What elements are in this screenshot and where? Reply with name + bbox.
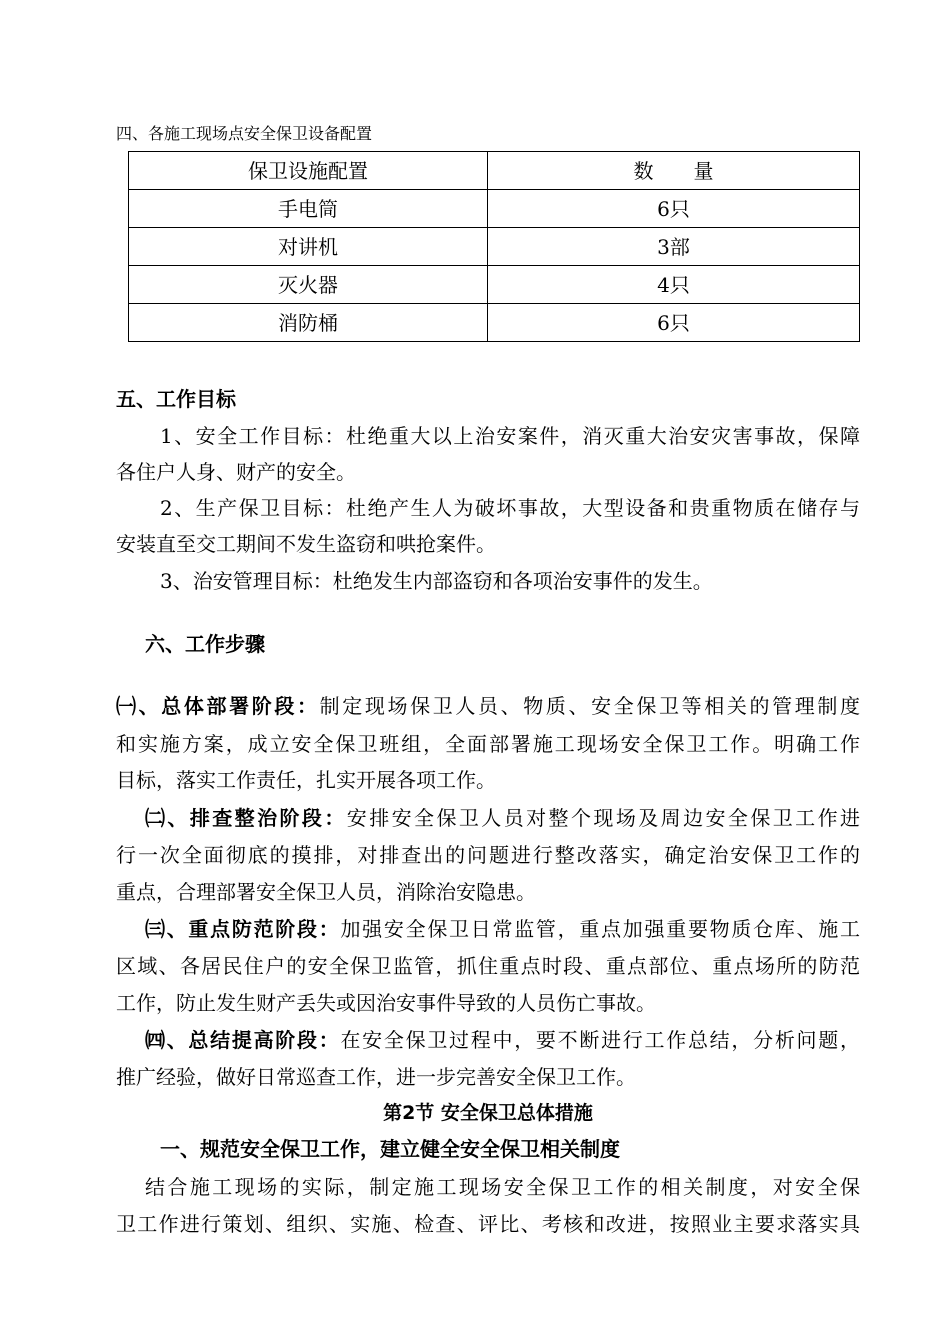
table-cell: 手电筒	[129, 190, 488, 228]
paragraph-line	[116, 693, 860, 719]
paragraph-line: 和实施方案，成立安全保卫班组，全面部署施工现场安全保卫工作。明确工作	[116, 732, 860, 756]
step-text: 在安全保卫过程中，要不断进行工作总结，分析问题，	[340, 1028, 860, 1052]
table-caption: 四、各施工现场点安全保卫设备配置	[116, 124, 373, 143]
section-heading-steps: 六、工作步骤	[145, 632, 265, 656]
step-label: ㈢、重点防范阶段：	[145, 917, 341, 941]
table-header-row	[129, 152, 860, 190]
paragraph-line	[145, 805, 860, 831]
table-row	[129, 228, 860, 266]
step-label: ㈡、排查整治阶段：	[145, 806, 347, 830]
paragraph-line: 1、安全工作目标：杜绝重大以上治安案件，消灭重大治安灾害事故，保障	[160, 424, 860, 448]
paragraph-line: 2、生产保卫目标：杜绝产生人为破坏事故，大型设备和贵重物质在储存与	[160, 496, 860, 520]
paragraph-line: 3、治安管理目标：杜绝发生内部盗窃和各项治安事件的发生。	[160, 569, 713, 593]
paragraph-line: 结合施工现场的实际，制定施工现场安全保卫工作的相关制度，对安全保	[145, 1175, 860, 1199]
paragraph-line: 重点，合理部署安全保卫人员，消除治安隐患。	[116, 880, 536, 904]
paragraph-line: 目标，落实工作责任，扎实开展各项工作。	[116, 768, 496, 792]
step-text: 安排安全保卫人员对整个现场及周边安全保卫工作进	[346, 806, 861, 830]
table-cell: 6只	[488, 304, 860, 342]
step-label: ㈣、总结提高阶段：	[145, 1028, 341, 1052]
paragraph-line: 工作，防止发生财产丢失或因治安事件导致的人员伤亡事故。	[116, 991, 656, 1015]
table-cell: 6只	[488, 190, 860, 228]
header-cell: 数 量	[488, 152, 860, 190]
table-cell: 灭火器	[129, 266, 488, 304]
paragraph-line: 卫工作进行策划、组织、实施、检查、评比、考核和改进，按照业主要求落实具	[116, 1212, 860, 1236]
paragraph-line	[145, 916, 860, 942]
step-text: 加强安全保卫日常监管，重点加强重要物质仓库、施工	[340, 917, 860, 941]
table-cell: 对讲机	[129, 228, 488, 266]
table-cell: 消防桶	[129, 304, 488, 342]
subsection-heading: 一、规范安全保卫工作，建立健全安全保卫相关制度	[160, 1137, 620, 1161]
section-title: 第2节 安全保卫总体措施	[383, 1102, 593, 1124]
paragraph-line: 安装直至交工期间不发生盗窃和哄抢案件。	[116, 532, 496, 556]
header-cell: 保卫设施配置	[129, 152, 488, 190]
step-text: 制定现场保卫人员、物质、安全保卫等相关的管理制度	[319, 694, 860, 718]
table-cell: 3部	[488, 228, 860, 266]
table-row	[129, 190, 860, 228]
table-cell: 4只	[488, 266, 860, 304]
paragraph-line	[145, 1027, 860, 1053]
paragraph-line: 各住户人身、财产的安全。	[116, 460, 356, 484]
section-heading-goals: 五、工作目标	[116, 387, 236, 411]
table-row	[129, 304, 860, 342]
equipment-table	[128, 151, 860, 342]
step-label: ㈠、总体部署阶段：	[116, 694, 320, 718]
table-row	[129, 266, 860, 304]
paragraph-line: 区域、各居民住户的安全保卫监管，抓住重点时段、重点部位、重点场所的防范	[116, 954, 860, 978]
paragraph-line: 推广经验，做好日常巡查工作，进一步完善安全保卫工作。	[116, 1065, 636, 1089]
paragraph-line: 行一次全面彻底的摸排，对排查出的问题进行整改落实，确定治安保卫工作的	[116, 843, 860, 867]
